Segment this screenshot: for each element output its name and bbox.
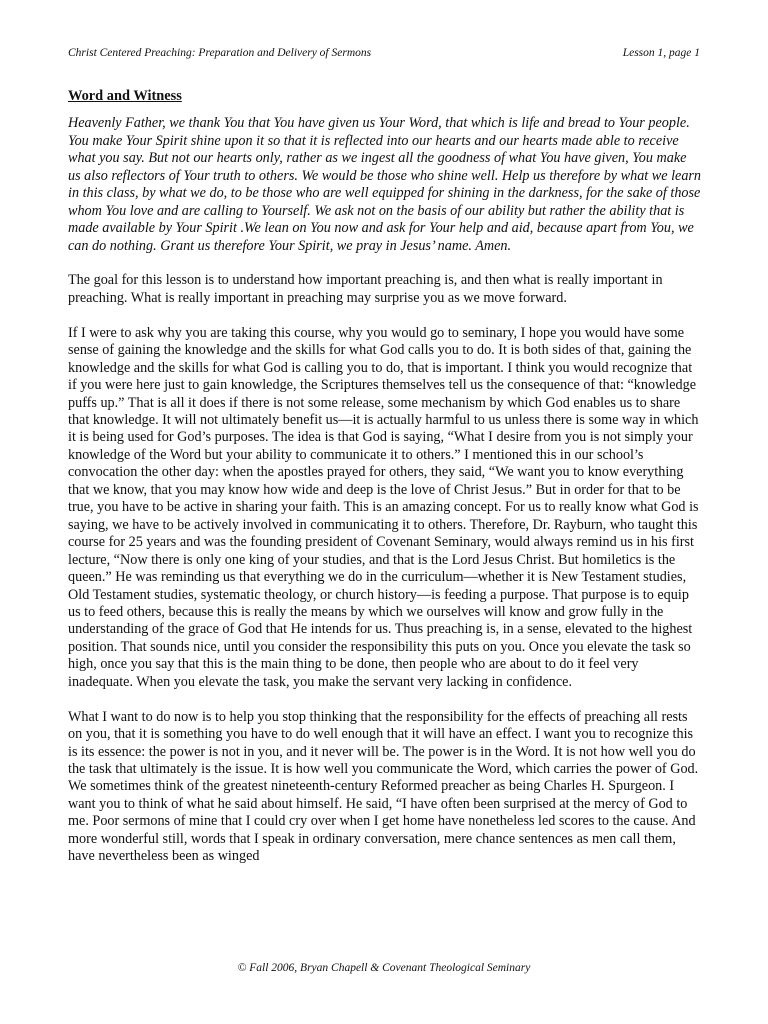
page-footer: © Fall 2006, Bryan Chapell & Covenant Theological Seminary — [237, 962, 531, 974]
page-label: Lesson 1, page 1 — [622, 47, 700, 59]
running-header — [68, 46, 700, 60]
lesson-heading: Word and Witness — [68, 88, 182, 104]
body-paragraph-1: The goal for this lesson is to understand how important preaching is, and then what is really important in preaching. What is really important in preaching may surprise you as we move forward. — [68, 272, 663, 306]
course-title: Christ Centered Preaching: Preparation and Delivery of Sermons — [68, 47, 372, 59]
opening-prayer: Heavenly Father, we thank You that You have given us Your Word, that which is life and bread to Your people. You make Your Spirit shine upon it so that it is reflected into our hearts and our hearts made able to receive what you say. But not our hearts only, rather as we ingest all the goodness of what You have given, You make us also reflectors of Your truth to others. We would be those who shine well. Help us therefore by what we learn in this class, by what we do, to be those who are well equipped for shining in the darkness, for the sake of those whom You love and are calling to Yourself. We ask not on the basis of our ability but rather the ability that is made available by Your Spirit .We lean on You now and ask for Your help and aid, because apart from You, we can do nothing. Grant us therefore Your Spirit, we pray in Jesus’ name. Amen. — [68, 115, 702, 254]
body-paragraph-3: What I want to do now is to help you stop thinking that the responsibility for the effects of preaching all rests on you, that it is something you have to do well enough that it will have an effect. I want you to recognize this is its essence: the power is not in you, and it never will be. The power is in the Word. It is not how well you do the task that ultimately is the issue. It is how well you communicate the Word, which carries the power of God. We sometimes think of the greatest nineteenth-century Reformed preacher as being Charles H. Spurgeon. I want you to think of what he said about himself. He said, “I have often been surprised at the mercy of God to me. Poor sermons of mine that I could cry over when I get home have nonetheless led scores to the cause. And more wonderful still, words that I speak in ordinary conversation, mere chance sentences as men call them, have nevertheless been as winged — [68, 708, 699, 865]
body-paragraph-2: If I were to ask why you are taking this course, why you would go to seminary, I hope you would have some sense of gaining the knowledge and the skills for what God calls you to do. It is both sides of that, gaining the knowledge and the skills for what God is calling you to do, that is important. I think you would recognize that if you were here just to gain knowledge, the Scriptures themselves tell us the consequence of that: “knowledge puffs up.” That is all it does if there is not some release, some mechanism by which God enables us to share that knowledge. It will not ultimately benefit us—it is actually harmful to us unless there is some way in which it is being used for God’s purposes. The idea is that God is saying, “What I desire from you is not simply your knowledge of the Word but your ability to communicate it to others.” I mentioned this in our school’s convocation the other day: when the apostles prayed for others, they said, “We want you to know everything that we know, that you may know how wide and deep is the love of Christ Jesus.” But in order for that to be true, you have to be active in sharing your faith. This is an amazing concept. For us to really know what God is saying, we have to be actively involved in communicating it to others. Therefore, Dr. Rayburn, who taught this course for 25 years and was the founding president of Covenant Seminary, would always remind us in his first lecture, “Now there is only one king of your studies, and that is the Lord Jesus Christ. But homiletics is the queen.” He was reminding us that everything we do in the curriculum—whether it is New Testament studies, Old Testament studies, systematic theology, or church history—is feeding a purpose. That purpose is to equip us to feed others, because this is really the means by which we ourselves will know and grow fully in the understanding of the grace of God that He intends for us. Thus preaching is, in a sense, elevated to the highest position. That sounds nice, until you consider the responsibility this puts on you. Once you elevate the task so high, once you say that this is the main thing to be done, then people who are about to do it feel very inadequate. When you elevate the task, you make the servant very lacking in confidence. — [68, 324, 699, 690]
document-body — [68, 88, 702, 883]
